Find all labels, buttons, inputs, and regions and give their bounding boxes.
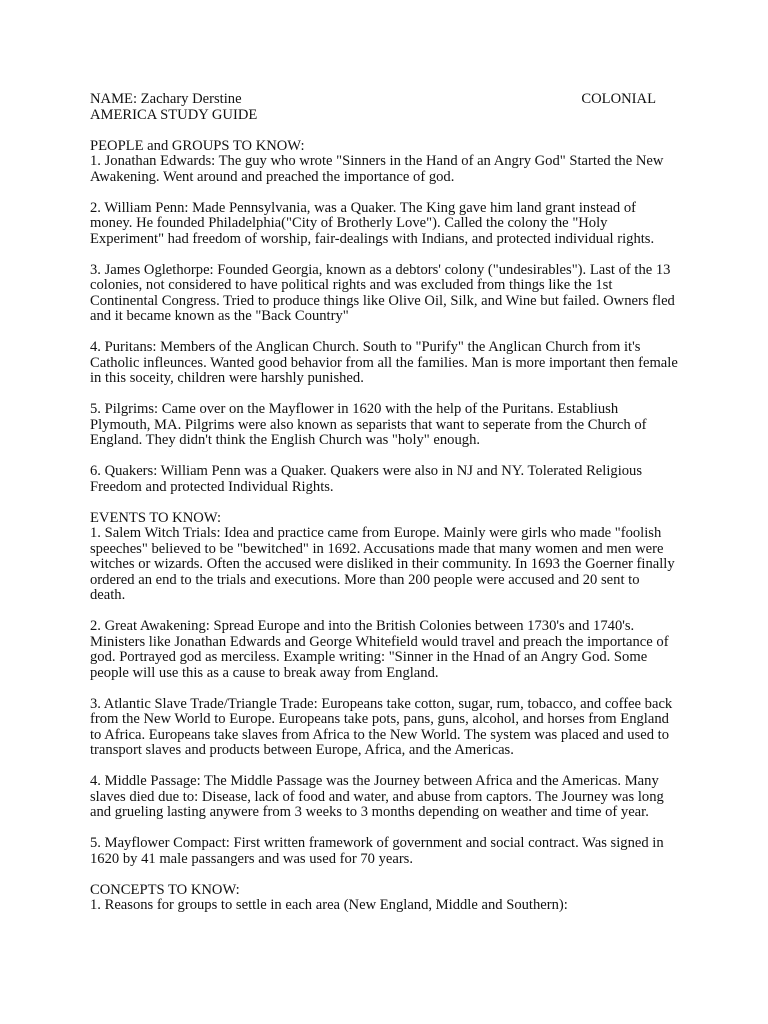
student-name: NAME: Zachary Derstine bbox=[90, 91, 242, 107]
spacer bbox=[90, 681, 678, 697]
document-title-part2: AMERICA STUDY GUIDE bbox=[90, 106, 258, 123]
spacer bbox=[90, 325, 678, 341]
events-item: 1. Salem Witch Trials: Idea and practice came from Europe. Mainly were girls who made "foolish speeches" believed to be "bewitched" in 1692. Accusations made that many women and men were witches or wizards. Often the accused were disliked in their community. In 1693 the Goerner finally ordered an end to the trials and executions. More than 200 people were accused and 20 sent to death. bbox=[90, 525, 675, 603]
events-item: 2. Great Awakening: Spread Europe and into the British Colonies between 1730's and 1740's. Ministers like Jonathan Edwards and George Whitefield would travel and preach the importance of god. Portrayed god as merciless. Example writing: "Sinner in the Hnad of an Angry God. Some people will use this as a cause to break away from England. bbox=[90, 618, 669, 681]
spacer bbox=[90, 247, 678, 263]
people-item: 2. William Penn: Made Pennsylvania, was a Quaker. The King gave him land grant instead of money. He founded Philadelphia("City of Brotherly Love"). Called the colony the "Holy Experiment" had freedom of worship, fair-dealings with Indians, and protected individual rights. bbox=[90, 199, 655, 247]
spacer bbox=[90, 867, 678, 883]
people-item: 3. James Oglethorpe: Founded Georgia, known as a debtors' colony ("undesirables"). Last of the 13 colonies, not considered to have political rights and was excluded from things like the 1st Continental Congress. Tried to produce things like Olive Oil, Silk, and Wine but failed. Owners fled and it became known as the "Back Country" bbox=[90, 261, 675, 324]
people-item: 6. Quakers: William Penn was a Quaker. Quakers were also in NJ and NY. Tolerated Religious Freedom and protected Individual Rights. bbox=[90, 463, 643, 495]
study-guide-page bbox=[90, 92, 678, 914]
events-item: 3. Atlantic Slave Trade/Triangle Trade: Europeans take cotton, sugar, rum, tobacco, and coffee back from the New World to Europe. Europeans take pots, pans, guns, alcohol, and horses from England to Africa. Europeans take slaves from Africa to the New World. The system was placed and used to transport slaves and products between Europe, Africa, and the Americas. bbox=[90, 695, 673, 758]
events-item: 4. Middle Passage: The Middle Passage was the Journey between Africa and the Americas. Many slaves died due to: Disease, lack of food and water, and abuse from captors. The Journey was long and grueling lasting anywere from 3 weeks to 3 months depending on weather and time of year. bbox=[90, 773, 664, 820]
spacer bbox=[90, 123, 678, 139]
spacer bbox=[90, 759, 678, 775]
spacer bbox=[90, 821, 678, 837]
spacer bbox=[90, 495, 678, 511]
events-item: 5. Mayflower Compact: First written framework of government and social contract. Was signed in 1620 by 41 male passangers and was used for 70 years. bbox=[90, 835, 664, 867]
people-item: 4. Puritans: Members of the Anglican Church. South to "Purify" the Anglican Church from it's Catholic infleunces. Wanted good behavior from all the families. Man is more important then female in this soceity, children were harshly punished. bbox=[90, 339, 678, 386]
document-title-part1: COLONIAL bbox=[581, 91, 656, 107]
concepts-heading: CONCEPTS TO KNOW: bbox=[90, 881, 240, 898]
people-heading: PEOPLE and GROUPS TO KNOW: bbox=[90, 137, 305, 154]
spacer bbox=[90, 449, 678, 465]
spacer bbox=[90, 387, 678, 403]
spacer bbox=[90, 604, 678, 620]
header-line bbox=[90, 92, 678, 108]
events-heading: EVENTS TO KNOW: bbox=[90, 509, 222, 526]
concepts-item: 1. Reasons for groups to settle in each area (New England, Middle and Southern): bbox=[90, 897, 568, 913]
people-item: 1. Jonathan Edwards: The guy who wrote "Sinners in the Hand of an Angry God" Started the New Awakening. Went around and preached the importance of god. bbox=[90, 153, 664, 185]
spacer bbox=[90, 185, 678, 201]
people-item: 5. Pilgrims: Came over on the Mayflower in 1620 with the help of the Puritans. Establiush Plymouth, MA. Pilgrims were also known as separists that want to seperate from the Church of England. They didn't think the English Church was "holy" enough. bbox=[90, 401, 647, 448]
